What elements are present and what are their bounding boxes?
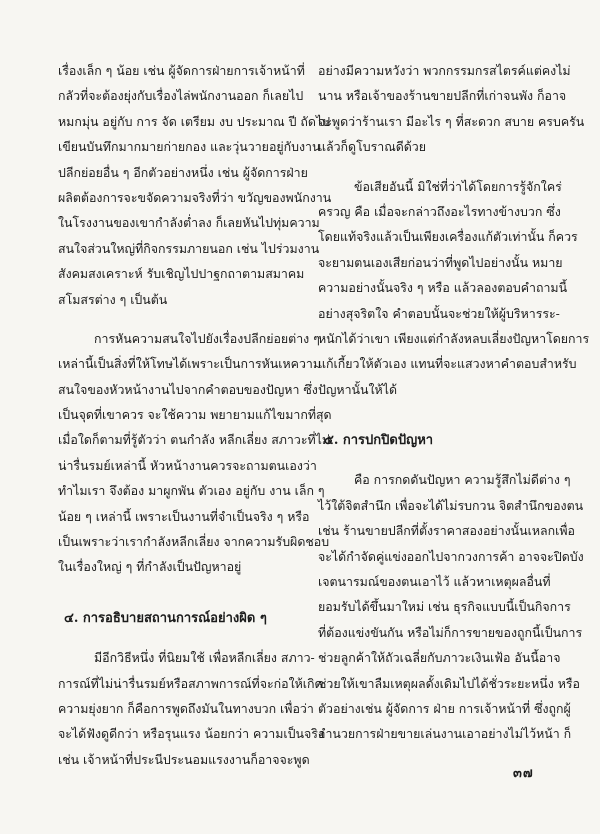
right-paragraph-2: [318, 174, 590, 403]
text-line: ในเรื่องใหญ่ ๆ ที่กำลังเป็นปัญหาอยู่: [58, 559, 242, 575]
section-heading-4: ๔. การอธิบายสถานการณ์อย่างผิด ๆ: [64, 610, 267, 626]
text-line: สังคมสงเคราะห์ รับเชิญไปปาฐกถาตามสมาคม: [58, 266, 305, 282]
text-line: โดยแท้จริงแล้วเป็นเพียงเครื่องแก้ตัวเท่านั้น ก็ควร: [318, 229, 578, 245]
text-line: ความยุ่งยาก ก็คือการพูดถึงมันในทางบวก เพื่อว่า: [58, 700, 314, 716]
text-line: เขียนบันทึกมากมายก่ายกอง และวุ่นวายอยู่กับงาน: [58, 139, 321, 155]
text-line: ผลิตต้องการจะขจัดความจริงที่ว่า ขวัญของพนักงาน: [58, 189, 332, 205]
text-line: การณ์ที่ไม่น่ารื่นรมย์หรือสภาพการณ์ที่จะก่อให้เกิด: [58, 675, 323, 691]
text-line: ไว้ใต้จิตสำนึก เพื่อจะได้ไม่รบกวน จิตสำนึกของตน: [318, 497, 584, 513]
text-line: หนักได้ว่าเขา เพียงแต่กำลังหลบเลี่ยงปัญหาโดยการ: [318, 330, 590, 346]
right-paragraph-3: [318, 467, 584, 746]
text-line: เจตนารมณ์ของตนเอาไว้ แล้วหาเหตุผลอื่นที่: [318, 574, 551, 590]
text-line: เป็นเพราะว่าเรากำลังหลีกเลี่ยง จากความรับผิดชอบ: [58, 534, 330, 550]
text-line: ความอย่างนั้นจริง ๆ หรือ แล้วลองตอบคำถามนี้: [318, 280, 568, 296]
section-heading-5: ๕. การปกปิดปัญหา: [324, 433, 434, 449]
page-number: ๓๗: [513, 766, 534, 781]
right-column: [318, 58, 590, 747]
text-line: กลัวที่จะต้องยุ่งกับเรื่องไล่พนักงานออก ก็เลยไป: [58, 88, 304, 104]
text-line: สนใจของหัวหน้างานไปจากคำตอบของปัญหา ซึ่ง: [58, 381, 318, 397]
text-line: เมื่อใดก็ตามที่รู้ตัวว่า ตนกำลัง หลีกเลี่ยง สภาวะที่ไม่: [58, 432, 331, 448]
text-line: เรื่องเล็ก ๆ น้อย เช่น ผู้จัดการฝ่ายการเจ้าหน้าที่: [58, 63, 305, 78]
text-line: ช่วยลูกค้าให้ถัวเฉลี่ยกับภาวะเงินเฟ้อ อันนี้อาจ: [318, 650, 561, 666]
text-line: ทำไมเรา จึงต้อง มาผูกพัน ตัวเอง อยู่กับ งาน เล็ก ๆ: [58, 483, 325, 499]
right-paragraph-1: [318, 58, 585, 160]
left-paragraph-1: [58, 58, 332, 312]
text-line: อำนวยการฝ่ายขายเล่นงานเอาอย่างไม่ไว้หน้า ก็: [318, 726, 572, 742]
text-line: จะได้กำจัดคู่แข่งออกไปจากวงการค้า อาจจะปิดบัง: [318, 548, 584, 564]
text-line: ตัวอย่างเช่น ผู้จัดการ ฝ่าย การเจ้าหน้าที่ ซึ่งถูกผู้: [318, 700, 571, 716]
text-line: ข้อเสียอันนี้ มิใช่ที่ว่าได้โดยการรู้จักใคร่: [354, 178, 562, 194]
paragraph-gap: [318, 453, 554, 467]
text-line: ปัญหานั้นให้ได้: [318, 381, 397, 397]
text-line: หมกมุ่น อยู่กับ การ จัด เตรียม งบ ประมาณ ปี ถัดไป: [58, 113, 331, 129]
text-line: สนใจส่วนใหญ่ที่กิจกรรมภายนอก เช่น ไปร่วมงาน: [58, 240, 320, 256]
text-line: คือ การกดดันปัญหา ความรู้สึกไม่ดีต่าง ๆ: [354, 472, 571, 488]
text-line: จะยามตนเองเสียก่อนว่าที่พูดไปอย่างนั้น หมาย: [318, 254, 563, 270]
text-line: เหล่านี้เป็นสิ่งที่ให้โทษได้เพราะเป็นการหันเหความ: [58, 356, 322, 372]
text-line: มีอีกวิธีหนึ่ง ที่นิยมใช้ เพื่อหลีกเลี่ยง สภาว-: [94, 650, 315, 666]
text-line: เป็นจุดที่เขาควร จะใช้ความ พยายามแก้ไขมากที่สุด: [58, 407, 332, 423]
text-line: อย่างมีความหวังว่า พวกกรรมกรสไตรค์แต่คงไม่: [318, 63, 571, 78]
left-paragraph-3: [58, 645, 324, 772]
text-line: แก้เกี้ยวให้ตัวเอง แทนที่จะแสวงหาคำตอบสำหรับ: [318, 356, 577, 372]
text-line: ในโรงงานของเขากำลังต่ำลง ก็เลยหันไปทุ่มความ: [58, 215, 320, 231]
text-line: ที่ต้องแข่งขันกัน หรือไม่ก็การขายของถูกนี้เป็นการ: [318, 624, 583, 640]
text-line: เช่น ร้านขายปลีกที่ตั้งราคาสองอย่างนั้นเหลกเพื่อ: [318, 523, 575, 539]
text-line: ยอมรับได้ขึ้นมาใหม่ เช่น ธุรกิจแบบนี้เป็นกิจการ: [318, 599, 571, 615]
text-line: ปลีกย่อยอื่น ๆ อีกตัวอย่างหนึ่ง เช่น ผู้จัดการฝ่าย: [58, 164, 308, 180]
text-line: น้อย ๆ เหล่านี้ เพราะเป็นงานที่จำเป็นจริง ๆ หรือ: [58, 508, 310, 524]
text-line: ครวญ คือ เมื่อจะกล่าวถึงอะไรทางข้างบวก ซึ่ง: [318, 203, 561, 219]
text-line: นาน หรือเจ้าของร้านขายปลีกที่เก่าจนพัง ก็อาจ: [318, 88, 567, 104]
text-line: จะได้ฟังดูดีกว่า หรือรุนแรง น้อยกว่า ความเป็นจริง: [58, 726, 324, 742]
text-line: เช่น เจ้าหน้าที่ประนีประนอมแรงงานก็อาจจะพูด: [58, 751, 310, 767]
text-line: น่ารื่นรมย์เหล่านี้ หัวหน้างานควรจะถามตนเองว่า: [58, 457, 317, 473]
text-line: แล้วก็ดูโบราณดีด้วย: [318, 139, 427, 155]
text-line: สโมสรต่าง ๆ เป็นต้น: [58, 291, 168, 307]
paragraph-gap: [318, 160, 554, 174]
section-gap: [318, 402, 554, 428]
paragraph-gap: [58, 312, 294, 326]
text-line: ช่วยให้เขาลืมเหตุผลดั้งเดิมไปได้ชั่วระยะหนึ่ง หรือ: [318, 675, 580, 691]
paragraph-gap: [58, 631, 294, 645]
text-line: จะพูดว่าร้านเรา มีอะไร ๆ ที่สะดวก สบาย ครบครัน: [318, 113, 585, 129]
text-line: อย่างสุจริตใจ คำตอบนั้นจะช่วยให้ผู้บริหารระ-: [318, 305, 560, 321]
section-gap: [58, 580, 294, 606]
left-paragraph-2: [58, 326, 332, 580]
left-column: [58, 58, 332, 772]
text-line: การหันความสนใจไปยังเรื่องปลีกย่อยต่าง ๆ: [94, 330, 320, 346]
